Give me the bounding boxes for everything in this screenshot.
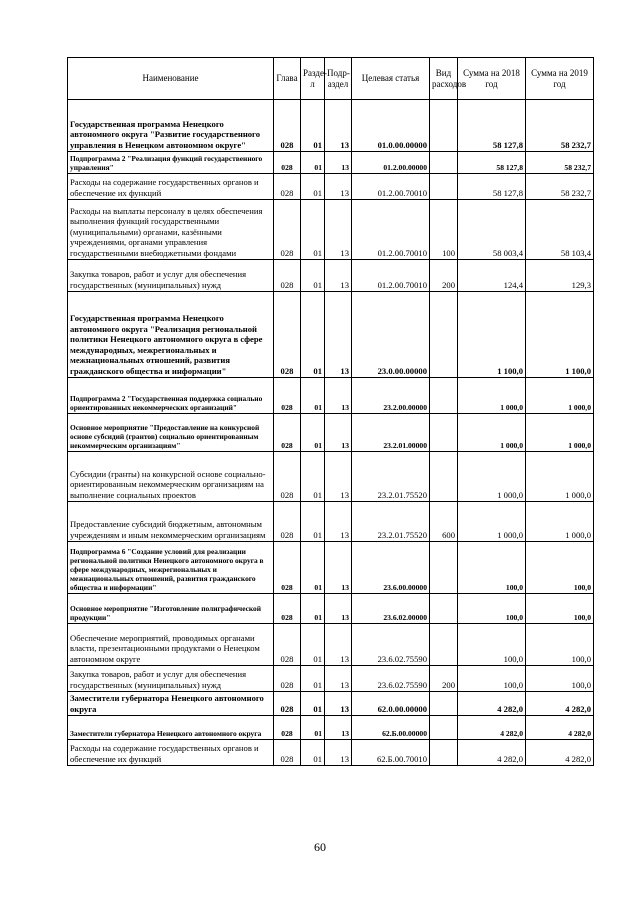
cell-podrazdel: 13 — [325, 292, 352, 378]
table-header-row — [68, 58, 594, 100]
cell-target: 23.6.02.00000 — [352, 594, 430, 624]
cell-target: 01.2.00.70010 — [352, 174, 430, 200]
cell-vid: 100 — [430, 200, 458, 260]
cell-razdel: 01 — [301, 174, 325, 200]
table-row — [68, 624, 594, 666]
cell-name: Предоставление субсидий бюджетным, автономным учреждениям и иным некоммерческим организациям — [68, 502, 274, 542]
cell-sum2019: 58 232,7 — [526, 100, 594, 152]
cell-razdel: 01 — [301, 666, 325, 692]
table-row — [68, 594, 594, 624]
cell-glava: 028 — [274, 594, 301, 624]
cell-razdel: 01 — [301, 594, 325, 624]
cell-glava: 028 — [274, 624, 301, 666]
cell-vid — [430, 624, 458, 666]
table-row — [68, 378, 594, 414]
cell-glava: 028 — [274, 740, 301, 766]
cell-sum2019: 100,0 — [526, 624, 594, 666]
cell-target: 23.0.00.00000 — [352, 292, 430, 378]
cell-glava: 028 — [274, 100, 301, 152]
cell-glava: 028 — [274, 692, 301, 716]
cell-name: Подпрограмма 2 "Реализация функций государственного управления" — [68, 152, 274, 174]
cell-sum2018: 1 100,0 — [458, 292, 526, 378]
cell-sum2018: 58 127,8 — [458, 152, 526, 174]
table-row — [68, 152, 594, 174]
cell-target: 62.0.00.00000 — [352, 692, 430, 716]
cell-glava: 028 — [274, 292, 301, 378]
cell-glava: 028 — [274, 716, 301, 740]
cell-razdel: 01 — [301, 624, 325, 666]
cell-name: Закупка товаров, работ и услуг для обеспечения государственных (муниципальных) нужд — [68, 260, 274, 292]
header-name: Наименование — [68, 58, 274, 100]
cell-name: Государственная программа Ненецкого автономного округа "Развитие государственного управления в Ненецком автономном округе" — [68, 100, 274, 152]
cell-razdel: 01 — [301, 292, 325, 378]
table-row — [68, 692, 594, 716]
cell-sum2019: 129,3 — [526, 260, 594, 292]
cell-podrazdel: 13 — [325, 666, 352, 692]
cell-razdel: 01 — [301, 378, 325, 414]
cell-sum2019: 1 100,0 — [526, 292, 594, 378]
cell-vid — [430, 100, 458, 152]
cell-name: Расходы на выплаты персоналу в целях обеспечения выполнения функций государственными (муниципальными) органами, казёнными учреждениями, органами управления государственными внебюджетными фондами — [68, 200, 274, 260]
header-sum2018: Сумма на 2018 год — [458, 58, 526, 100]
cell-razdel: 01 — [301, 740, 325, 766]
table-row — [68, 740, 594, 766]
cell-vid — [430, 452, 458, 502]
cell-vid — [430, 542, 458, 594]
cell-razdel: 01 — [301, 200, 325, 260]
cell-glava: 028 — [274, 200, 301, 260]
cell-sum2019: 1 000,0 — [526, 502, 594, 542]
header-razdel: Раздел — [301, 58, 325, 100]
cell-vid — [430, 740, 458, 766]
cell-target: 23.6.02.75590 — [352, 666, 430, 692]
cell-sum2018: 1 000,0 — [458, 414, 526, 452]
table-row — [68, 452, 594, 502]
cell-sum2018: 100,0 — [458, 666, 526, 692]
cell-glava: 028 — [274, 260, 301, 292]
cell-sum2018: 4 282,0 — [458, 692, 526, 716]
cell-glava: 028 — [274, 378, 301, 414]
cell-podrazdel: 13 — [325, 452, 352, 502]
cell-target: 01.2.00.70010 — [352, 200, 430, 260]
cell-sum2018: 4 282,0 — [458, 716, 526, 740]
cell-name: Основное мероприятие "Изготовление полиграфической продукции" — [68, 594, 274, 624]
cell-vid — [430, 692, 458, 716]
header-podrazdel: Подраздел — [325, 58, 352, 100]
cell-vid — [430, 292, 458, 378]
cell-glava: 028 — [274, 414, 301, 452]
cell-sum2019: 100,0 — [526, 594, 594, 624]
cell-podrazdel: 13 — [325, 200, 352, 260]
header-vid: Вид расходов — [430, 58, 458, 100]
cell-podrazdel: 13 — [325, 740, 352, 766]
cell-name: Государственная программа Ненецкого автономного округа "Реализация региональной политики Ненецкого автономного округа в сфере международных, межрегиональных и межнациональных отношений, развития гражданского общества и информации" — [68, 292, 274, 378]
cell-sum2019: 4 282,0 — [526, 692, 594, 716]
cell-podrazdel: 13 — [325, 594, 352, 624]
cell-razdel: 01 — [301, 692, 325, 716]
budget-table — [67, 57, 594, 766]
cell-target: 01.2.00.70010 — [352, 260, 430, 292]
cell-podrazdel: 13 — [325, 692, 352, 716]
cell-razdel: 01 — [301, 716, 325, 740]
cell-vid: 600 — [430, 502, 458, 542]
cell-vid — [430, 594, 458, 624]
cell-podrazdel: 13 — [325, 414, 352, 452]
table-row — [68, 200, 594, 260]
cell-name: Закупка товаров, работ и услуг для обеспечения государственных (муниципальных) нужд — [68, 666, 274, 692]
cell-sum2018: 58 127,8 — [458, 174, 526, 200]
cell-glava: 028 — [274, 666, 301, 692]
cell-glava: 028 — [274, 502, 301, 542]
cell-sum2019: 1 000,0 — [526, 414, 594, 452]
cell-sum2018: 58 003,4 — [458, 200, 526, 260]
table-row — [68, 100, 594, 152]
cell-glava: 028 — [274, 542, 301, 594]
cell-sum2019: 100,0 — [526, 542, 594, 594]
cell-target: 62.Б.00.00000 — [352, 716, 430, 740]
cell-name: Расходы на содержание государственных органов и обеспечение их функций — [68, 740, 274, 766]
cell-sum2019: 4 282,0 — [526, 740, 594, 766]
table-row — [68, 502, 594, 542]
cell-target: 01.2.00.00000 — [352, 152, 430, 174]
cell-podrazdel: 13 — [325, 716, 352, 740]
cell-sum2018: 124,4 — [458, 260, 526, 292]
cell-sum2018: 100,0 — [458, 542, 526, 594]
cell-target: 23.6.00.00000 — [352, 542, 430, 594]
cell-vid — [430, 152, 458, 174]
header-target: Целевая статья — [352, 58, 430, 100]
cell-sum2018: 1 000,0 — [458, 378, 526, 414]
page-number: 60 — [314, 840, 326, 854]
table-row — [68, 414, 594, 452]
table-row — [68, 260, 594, 292]
cell-target: 23.2.01.75520 — [352, 452, 430, 502]
cell-target: 23.6.02.75590 — [352, 624, 430, 666]
cell-sum2018: 1 000,0 — [458, 452, 526, 502]
cell-razdel: 01 — [301, 542, 325, 594]
cell-razdel: 01 — [301, 502, 325, 542]
table-row — [68, 666, 594, 692]
cell-name: Субсидии (гранты) на конкурсной основе социально-ориентированным некоммерческим организациям на выполнение социальных проектов — [68, 452, 274, 502]
cell-podrazdel: 13 — [325, 378, 352, 414]
cell-podrazdel: 13 — [325, 260, 352, 292]
cell-name: Подпрограмма 2 "Государственная поддержка социально ориентированных некоммерческих организаций" — [68, 378, 274, 414]
cell-sum2018: 58 127,8 — [458, 100, 526, 152]
cell-name: Обеспечение мероприятий, проводимых органами власти, презентационными продуктами о Ненецком автономном округе — [68, 624, 274, 666]
header-glava: Глава — [274, 58, 301, 100]
cell-target: 01.0.00.00000 — [352, 100, 430, 152]
cell-name: Заместители губернатора Ненецкого автономного округа — [68, 692, 274, 716]
cell-podrazdel: 13 — [325, 624, 352, 666]
cell-sum2019: 100,0 — [526, 666, 594, 692]
cell-target: 23.2.00.00000 — [352, 378, 430, 414]
cell-razdel: 01 — [301, 452, 325, 502]
cell-target: 23.2.01.00000 — [352, 414, 430, 452]
cell-vid: 200 — [430, 260, 458, 292]
header-sum2019: Сумма на 2019 год — [526, 58, 594, 100]
cell-sum2018: 100,0 — [458, 624, 526, 666]
cell-vid — [430, 378, 458, 414]
cell-name: Заместители губернатора Ненецкого автономного округа — [68, 716, 274, 740]
cell-glava: 028 — [274, 452, 301, 502]
cell-podrazdel: 13 — [325, 174, 352, 200]
cell-razdel: 01 — [301, 152, 325, 174]
cell-sum2019: 1 000,0 — [526, 378, 594, 414]
cell-vid — [430, 414, 458, 452]
table-row — [68, 542, 594, 594]
cell-razdel: 01 — [301, 100, 325, 152]
cell-glava: 028 — [274, 152, 301, 174]
cell-vid — [430, 716, 458, 740]
cell-sum2019: 4 282,0 — [526, 716, 594, 740]
cell-vid: 200 — [430, 666, 458, 692]
cell-podrazdel: 13 — [325, 100, 352, 152]
cell-podrazdel: 13 — [325, 542, 352, 594]
cell-razdel: 01 — [301, 260, 325, 292]
cell-sum2018: 4 282,0 — [458, 740, 526, 766]
cell-sum2018: 100,0 — [458, 594, 526, 624]
cell-name: Основное мероприятие "Предоставление на конкурсной основе субсидий (грантов) социально ориентированным некоммерческим организациям" — [68, 414, 274, 452]
cell-name: Подпрограмма 6 "Создание условий для реализации региональной политики Ненецкого автономного округа в сфере международных, межрегиональных и межнациональных отношений, развития гражданского общества и информации" — [68, 542, 274, 594]
table-row — [68, 716, 594, 740]
cell-sum2019: 1 000,0 — [526, 452, 594, 502]
cell-sum2019: 58 103,4 — [526, 200, 594, 260]
cell-sum2018: 1 000,0 — [458, 502, 526, 542]
cell-podrazdel: 13 — [325, 502, 352, 542]
cell-glava: 028 — [274, 174, 301, 200]
cell-podrazdel: 13 — [325, 152, 352, 174]
cell-name: Расходы на содержание государственных органов и обеспечение их функций — [68, 174, 274, 200]
cell-vid — [430, 174, 458, 200]
cell-sum2019: 58 232,7 — [526, 174, 594, 200]
table-row — [68, 174, 594, 200]
table-row — [68, 292, 594, 378]
cell-target: 23.2.01.75520 — [352, 502, 430, 542]
cell-target: 62.Б.00.70010 — [352, 740, 430, 766]
cell-razdel: 01 — [301, 414, 325, 452]
cell-sum2019: 58 232,7 — [526, 152, 594, 174]
